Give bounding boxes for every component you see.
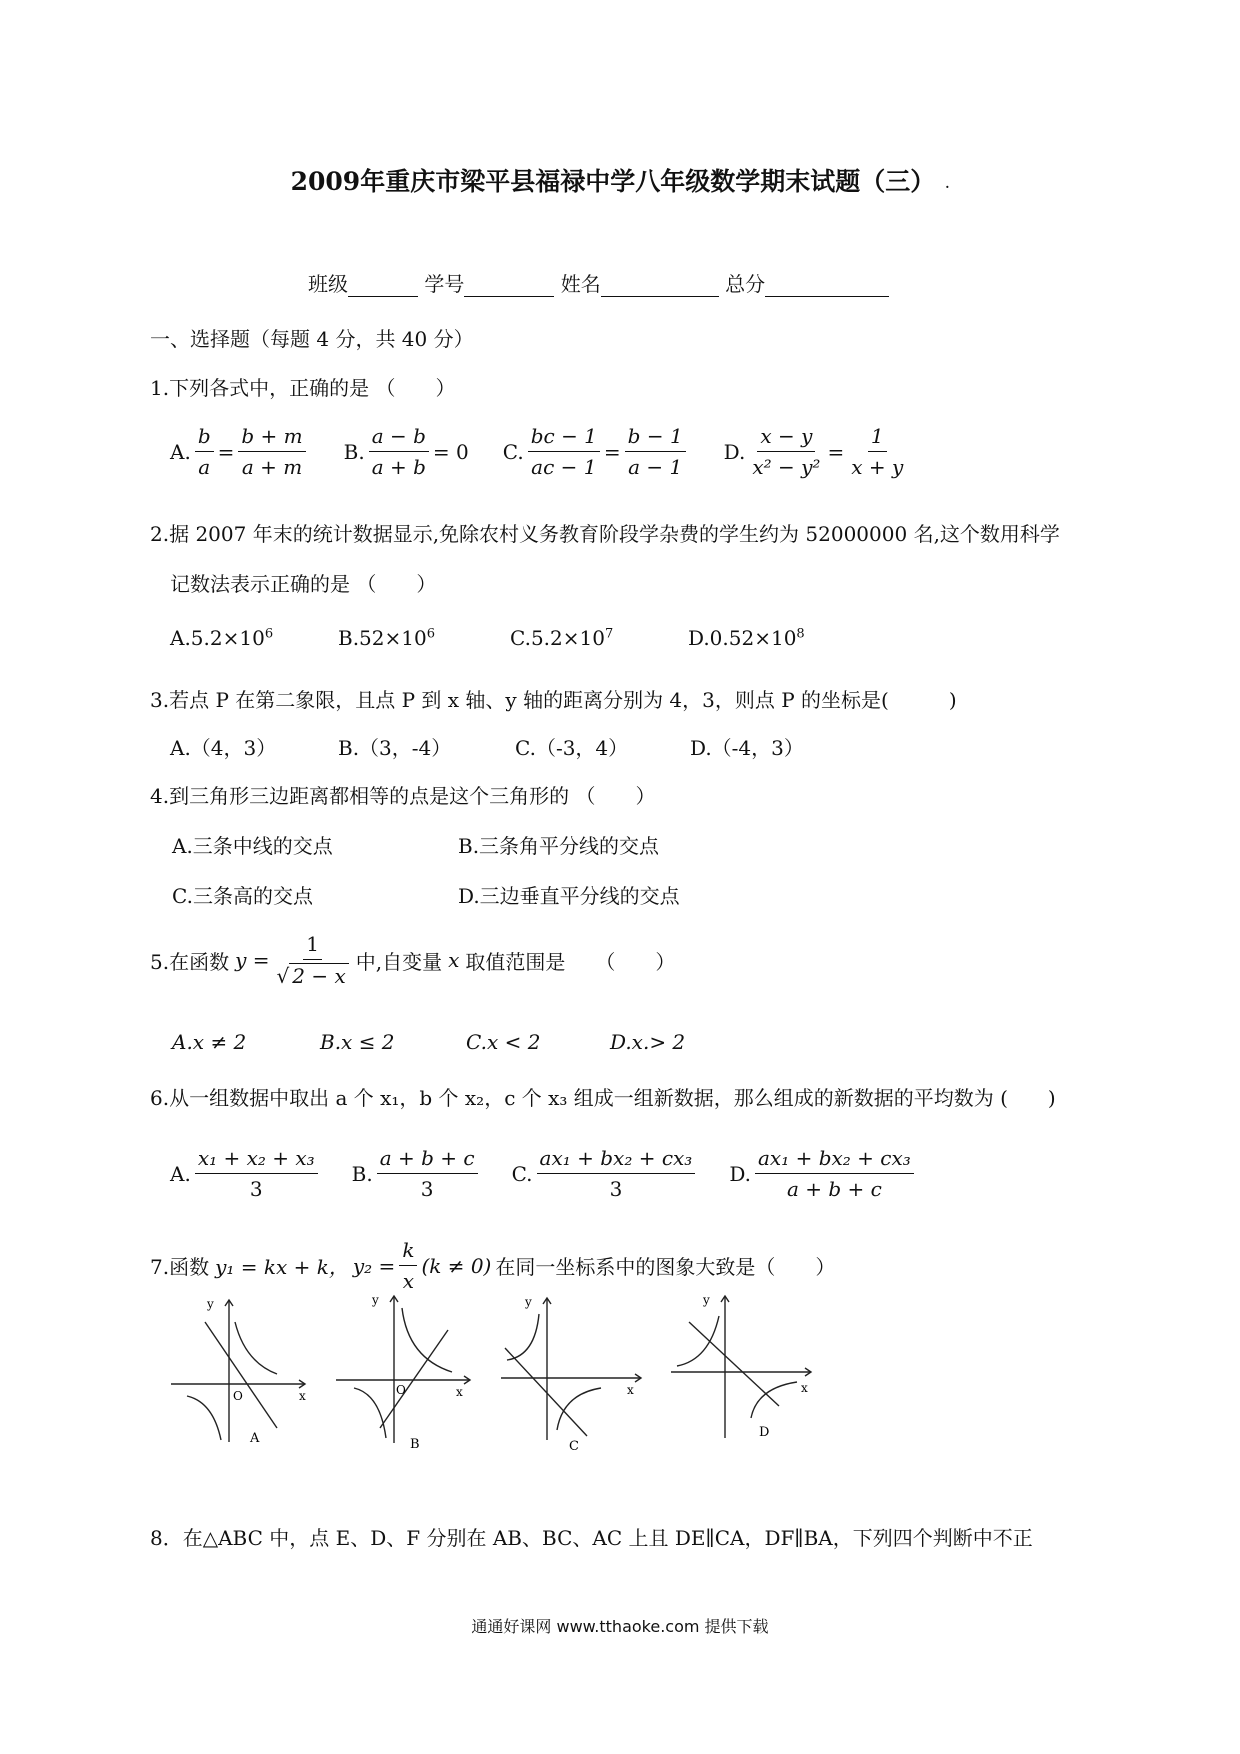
q2-d-base: D.0.52×10 [688,626,797,650]
question-6-stem: 6.从一组数据中取出 a 个 x₁，b 个 x₂，c 个 x₃ 组成一组新数据，那么组成的新数据的平均数为 ( ) [150,1086,1056,1110]
graph-b-label: B [410,1437,420,1452]
q7-f2-n: k [399,1238,417,1266]
graph-d-y-label: y [703,1293,710,1307]
q1-c-label: C. [502,439,524,464]
q6-b-frac [377,1146,478,1201]
score-label: 总分 [725,272,766,296]
q7-f2-cond: (k ≠ 0) [421,1253,492,1278]
number-label: 学号 [424,272,465,296]
q5-sqrt: √ 2 − x [274,960,352,988]
q6-b-label: B. [351,1161,373,1186]
question-5-stem [150,932,675,988]
q7-f2-d: x [402,1269,415,1293]
graph-a-x-label: x [299,1389,306,1403]
q6-b-n: a + b + c [377,1146,478,1174]
q1-c-n1: bc − 1 [528,424,600,452]
q4-option-a[interactable]: A.三条中线的交点 [172,834,333,858]
q6-d-d: a + b + c [786,1177,882,1201]
q1-c-frac-2 [625,424,686,479]
q1-d-n1: x − y [757,424,815,452]
q6-a-n: x₁ + x₂ + x₃ [195,1146,318,1174]
q1-d-n2: 1 [868,424,887,452]
q7-f1: y₁ = kx + k， [215,1255,349,1279]
score-blank[interactable] [765,276,889,297]
q2-option-a[interactable] [170,626,273,650]
q6-d-n: ax₁ + bx₂ + cx₃ [755,1146,914,1174]
q1-b-label: B. [343,439,365,464]
question-2-stem-line-2: 记数法表示正确的是 （ ） [170,572,437,596]
title-mark: . [945,176,950,191]
q5-option-b[interactable]: B.x ≤ 2 [320,1030,395,1054]
q1-b-n1: a − b [369,424,429,452]
q1-b-rhs: = 0 [432,439,469,464]
q1-c-n2: b − 1 [625,424,686,452]
q1-option-b[interactable] [344,424,469,479]
q1-option-c[interactable]: C. $\frac{bc - 1}{ac - 1}$ = $\frac{b - 1}{a - 1}$ [503,424,690,479]
q1-d-frac-1 [749,424,823,479]
q6-c-d: 3 [609,1177,623,1201]
q5-suffix: 中,自变量 [355,949,443,974]
q2-b-base: B.52×10 [338,626,427,650]
section-heading: 一、选择题（每题 4 分，共 40 分） [150,327,474,351]
q1-b-frac [369,424,429,479]
class-label: 班级 [308,272,348,296]
q4-option-c[interactable]: C.三条高的交点 [172,884,313,908]
q5-func-lhs: y = [235,948,270,972]
q6-c-frac [537,1146,696,1201]
graph-b-origin: O [396,1383,406,1397]
q2-b-exp: 6 [426,626,435,642]
page-title [0,162,1240,198]
q2-c-base: C.5.2×10 [510,626,605,650]
q7-f2-frac [399,1238,417,1293]
name-blank[interactable] [601,276,719,297]
question-7-stem [150,1238,835,1293]
q7-graph-b[interactable] [330,1288,480,1453]
q2-option-d[interactable] [688,626,805,650]
q3-option-c[interactable]: C.（-3，4） [515,736,629,760]
graph-b-y-label: y [372,1293,379,1307]
q1-d-d2: x + y [851,455,904,479]
number-blank[interactable] [464,276,554,297]
q1-a-frac-1 [195,424,214,479]
q1-a-n1: b [195,424,214,452]
q1-c-d1: ac − 1 [531,455,597,479]
question-2-stem-line-1: 2.据 2007 年末的统计数据显示,免除农村义务教育阶段学杂费的学生约为 52000000 名,这个数用科学 [150,522,1060,546]
graph-d-label: D [759,1425,770,1440]
question-1-options [170,424,910,479]
q1-b-d1: a + b [371,455,426,479]
graph-c-x-label: x [627,1383,634,1397]
q1-a-d2: a + m [241,455,303,479]
name-label: 姓名 [560,272,601,296]
q5-option-a[interactable]: A.x ≠ 2 [172,1030,247,1054]
q6-d-frac [755,1146,914,1201]
student-info-line [308,268,889,297]
q6-option-b[interactable] [352,1146,482,1201]
q2-c-exp: 7 [604,626,614,642]
q6-c-label: C. [511,1161,533,1186]
q3-option-d[interactable]: D.（-4，3） [690,736,804,760]
title-text: 2009年重庆市梁平县福禄中学八年级数学期末试题（三） [290,167,936,196]
graph-c-y-label: y [525,1295,532,1309]
q1-d-frac-2 [848,424,906,479]
q6-option-a[interactable] [170,1146,322,1201]
q7-graph-c[interactable] [495,1290,650,1455]
q5-var: x [448,948,460,972]
q2-option-b[interactable] [338,626,435,650]
q1-a-frac-2 [238,424,305,479]
q6-d-label: D. [729,1161,751,1186]
q7-graph-d[interactable] [665,1288,820,1453]
q1-a-n2: b + m [238,424,305,452]
q2-a-base: A.5.2×10 [170,626,265,650]
q1-option-d[interactable]: D. $\frac{x - y}{\text{x² − y²}}$ = $\frac{1}{x + y}$ [724,424,911,479]
q1-d-label: D. [723,439,746,464]
q7-f2-lhs: y₂ = [352,1253,396,1278]
footer-source: 通通好课网 www.tthaoke.com 提供下载 [471,1617,769,1636]
q1-c-d2: a − 1 [628,455,683,479]
q6-c-n: ax₁ + bx₂ + cx₃ [537,1146,696,1174]
q6-option-c[interactable] [512,1146,700,1201]
q4-option-d[interactable]: D.三边垂直平分线的交点 [458,884,680,908]
q7-graph-a[interactable] [165,1292,315,1452]
q7-prefix: 7.函数 [150,1255,210,1279]
q7-suffix: 在同一坐标系中的图象大致是（ ） [495,1255,836,1279]
graph-a-label: A [250,1431,260,1446]
question-4-stem: 4.到三角形三边距离都相等的点是这个三角形的 （ ） [150,784,656,808]
q4-option-b[interactable]: B.三条角平分线的交点 [458,834,660,858]
q5-option-d[interactable]: D.x.> 2 [610,1030,686,1054]
graph-d-x-label: x [801,1381,808,1395]
graph-c-label: C [569,1439,579,1454]
graph-a-origin: O [233,1389,243,1403]
q2-option-c[interactable] [510,626,613,650]
class-blank[interactable] [348,276,418,297]
q5-num: 1 [303,932,322,960]
question-1-stem: 1.下列各式中，正确的是 （ ） [150,376,456,400]
q3-option-b[interactable]: B.（3，-4） [338,736,452,760]
question-6-options [170,1146,918,1201]
q2-d-exp: 8 [796,626,805,642]
q6-a-d: 3 [249,1177,263,1201]
q5-rad: 2 − x [289,963,348,988]
graph-a-y-label: y [207,1297,214,1311]
q1-d-d1: x² − y² [752,455,821,479]
question-8-stem: 8．在△ABC 中，点 E、D、F 分别在 AB、BC、AC 上且 DE∥CA，DF∥BA，下列四个判断中不正 [150,1526,1033,1550]
q3-option-a[interactable]: A.（4，3） [170,736,277,760]
q1-a-label: A. [170,439,191,464]
q6-a-label: A. [170,1161,191,1186]
q5-prefix: 5.在函数 [150,949,230,974]
q2-a-exp: 6 [264,626,274,642]
graph-b-x-label: x [456,1385,463,1399]
q5-frac [274,932,352,988]
q1-option-a[interactable]: A. $\frac{b}{a}$ = $\frac{b + m}{a + m}$ [170,424,310,479]
q6-a-frac [195,1146,318,1201]
q6-option-d[interactable] [729,1146,917,1201]
question-3-stem: 3.若点 P 在第二象限，且点 P 到 x 轴、y 轴的距离分别为 4，3，则点 P 的坐标是( ) [150,688,957,712]
q1-a-d1: a [198,455,211,479]
q6-b-d: 3 [420,1177,434,1201]
q5-option-c[interactable]: C.x < 2 [466,1030,541,1054]
q5-suffix2: 取值范围是 （ ） [465,949,676,974]
q1-c-frac-1 [528,424,600,479]
